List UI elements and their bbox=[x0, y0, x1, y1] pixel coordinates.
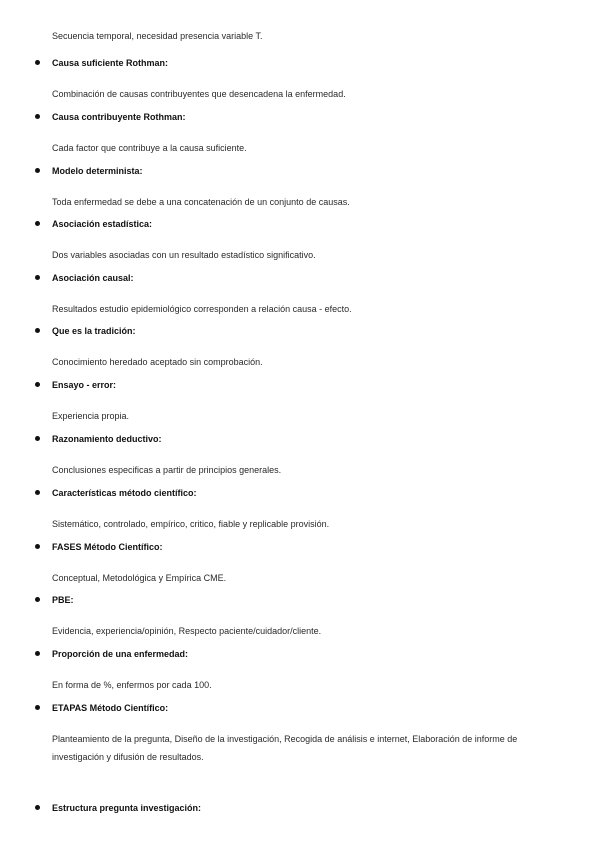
term-description: Toda enfermedad se debe a una concatenación de un conjunto de causas. bbox=[52, 197, 350, 207]
term-heading: FASES Método Científico: bbox=[52, 542, 163, 552]
term-description: Conocimiento heredado aceptado sin comprobación. bbox=[52, 357, 263, 367]
term-heading: PBE: bbox=[52, 595, 74, 605]
term-description: Experiencia propia. bbox=[52, 411, 130, 421]
bullet-icon bbox=[35, 651, 40, 656]
bullet-icon bbox=[35, 328, 40, 333]
term-heading: Ensayo - error: bbox=[52, 380, 117, 390]
bullet-icon bbox=[35, 597, 40, 602]
term-heading: Estructura pregunta investigación: bbox=[52, 803, 202, 813]
bullet-icon bbox=[35, 382, 40, 387]
term-description: Planteamiento de la pregunta, Diseño de la investigación, Recogida de análisis e internet, Elaboración de informe de investigación y difusión de resultados. bbox=[52, 734, 518, 762]
term-heading: Modelo determinista: bbox=[52, 166, 143, 176]
term-description: Conclusiones especificas a partir de principios generales. bbox=[52, 465, 282, 475]
intro-text: Secuencia temporal, necesidad presencia variable T. bbox=[52, 31, 263, 41]
bullet-icon bbox=[35, 490, 40, 495]
term-description: Dos variables asociadas con un resultado estadístico significativo. bbox=[52, 250, 316, 260]
term-heading: Causa suficiente Rothman: bbox=[52, 58, 169, 68]
bullet-icon bbox=[35, 705, 40, 710]
bullet-icon bbox=[35, 221, 40, 226]
bullet-icon bbox=[35, 436, 40, 441]
term-description: Sistemático, controlado, empírico, critico, fiable y replicable provisión. bbox=[52, 519, 330, 529]
term-heading: ETAPAS Método Científico: bbox=[52, 703, 169, 713]
term-heading: Que es la tradición: bbox=[52, 326, 136, 336]
term-description: Resultados estudio epidemiológico corresponden a relación causa - efecto. bbox=[52, 304, 352, 314]
bullet-icon bbox=[35, 60, 40, 65]
term-description: Conceptual, Metodológica y Empírica CME. bbox=[52, 573, 227, 583]
bullet-icon bbox=[35, 168, 40, 173]
bullet-icon bbox=[35, 544, 40, 549]
term-heading: Causa contribuyente Rothman: bbox=[52, 112, 186, 122]
term-heading: Proporción de una enfermedad: bbox=[52, 649, 189, 659]
term-heading: Razonamiento deductivo: bbox=[52, 434, 162, 444]
bullet-icon bbox=[35, 114, 40, 119]
term-heading: Asociación causal: bbox=[52, 273, 134, 283]
bullet-icon bbox=[35, 275, 40, 280]
bullet-icon bbox=[35, 805, 40, 810]
term-description: Evidencia, experiencia/opinión, Respecto paciente/cuidador/cliente. bbox=[52, 626, 322, 636]
term-description: Combinación de causas contribuyentes que desencadena la enfermedad. bbox=[52, 89, 346, 99]
term-heading: Características método científico: bbox=[52, 488, 197, 498]
term-heading: Asociación estadística: bbox=[52, 219, 153, 229]
term-description: En forma de %, enfermos por cada 100. bbox=[52, 680, 212, 690]
term-description: Cada factor que contribuye a la causa suficiente. bbox=[52, 143, 247, 153]
